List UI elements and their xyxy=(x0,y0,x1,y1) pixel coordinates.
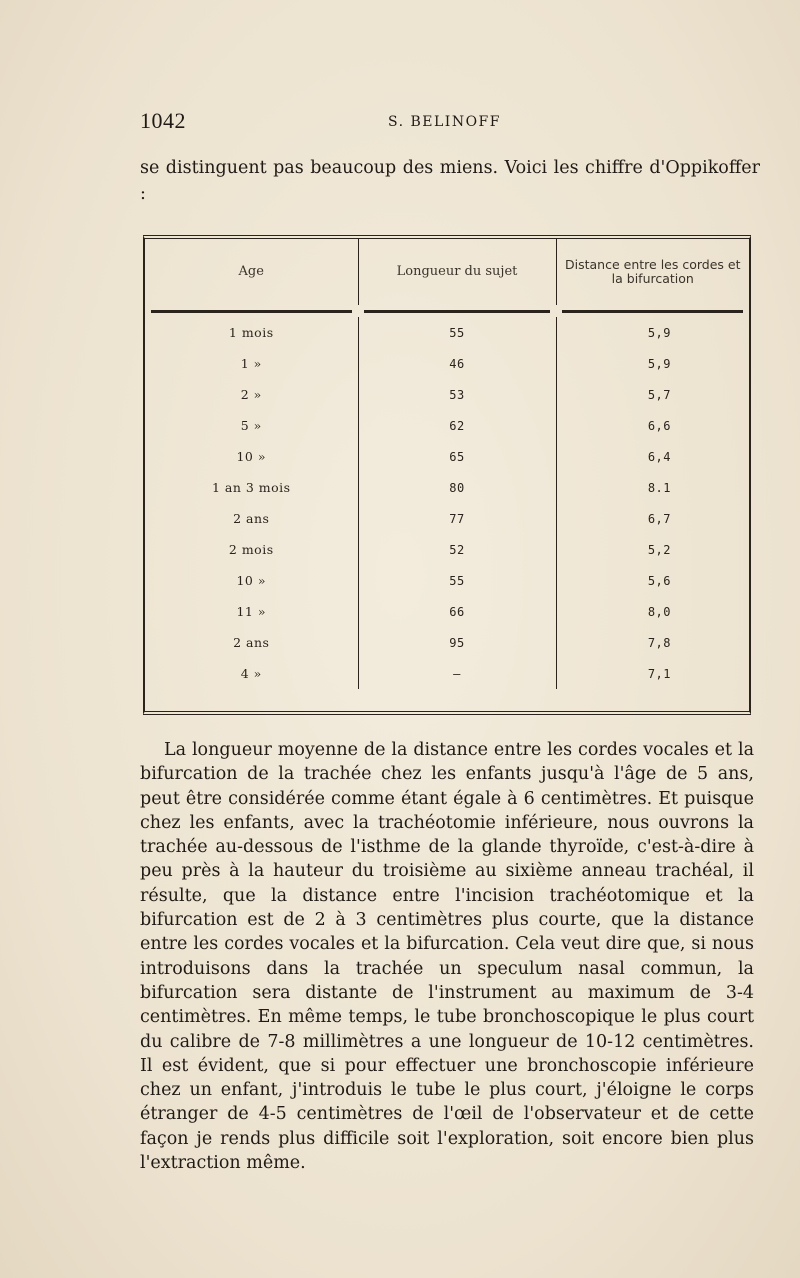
cell-age: 1 » xyxy=(240,356,262,371)
cell-distance: 8,0 xyxy=(556,596,749,627)
data-table xyxy=(145,239,749,689)
table-row xyxy=(145,348,749,379)
table-row xyxy=(145,410,749,441)
cell-age: 4 » xyxy=(240,666,262,681)
table-row xyxy=(145,441,749,472)
cell-longueur: 77 xyxy=(358,503,556,534)
cell-age: 5 » xyxy=(240,418,262,433)
cell-longueur: 66 xyxy=(358,596,556,627)
cell-distance: 5,7 xyxy=(556,379,749,410)
cell-distance: 7,8 xyxy=(556,627,749,658)
table-row xyxy=(145,627,749,658)
cell-distance: 5,9 xyxy=(556,348,749,379)
header-separator xyxy=(145,305,749,317)
cell-longueur: 95 xyxy=(358,627,556,658)
table-row xyxy=(145,379,749,410)
table-header-row xyxy=(145,239,749,305)
table-row xyxy=(145,317,749,348)
page-number: 1042 xyxy=(140,108,186,133)
cell-distance: 8.1 xyxy=(556,472,749,503)
cell-longueur: 80 xyxy=(358,472,556,503)
table-row xyxy=(145,534,749,565)
cell-distance: 6,7 xyxy=(556,503,749,534)
cell-longueur: 62 xyxy=(358,410,556,441)
intro-paragraph: se distinguent pas beaucoup des miens. Voici les chiffre d'Oppikoffer : xyxy=(140,158,760,204)
cell-distance: 5,2 xyxy=(556,534,749,565)
cell-age: 11 » xyxy=(236,604,267,619)
cell-age: 2 mois xyxy=(228,542,274,557)
cell-longueur: 46 xyxy=(358,348,556,379)
running-head: S. BELINOFF xyxy=(388,114,501,130)
cell-distance: 6,4 xyxy=(556,441,749,472)
cell-distance: 7,1 xyxy=(556,658,749,689)
cell-age: 10 » xyxy=(236,573,267,588)
table-row xyxy=(145,503,749,534)
cell-distance: 5,9 xyxy=(556,317,749,348)
body-paragraph-text: La longueur moyenne de la distance entre les cordes vocales et la bifurcation de la trachée chez les enfants jusqu'à l'âge de 5 ans, peut être considérée comme étant égale à 6 centimètres. Et puisque chez les enfants, avec la trachéotomie inférieure, nous ouvrons la trachée au-dessous de l'isthme de la glande thyroïde, c'est-à-dire à peu près à la hauteur du troisième au sixième anneau trachéal, il résulte, que la distance entre l'incision trachéotomique et la bifurcation est de 2 à 3 centimètres plus courte, que la distance entre les cordes vocales et la bifurcation. Cela veut dire que, si nous introduisons dans la trachée un speculum nasal commun, la bifurcation sera distante de l'instrument au maximum de 3-4 centimètres. En même temps, le tube bronchoscopique le plus court du calibre de 7-8 millimètres a une longueur de 10-12 centimètres. Il est évident, que si pour effectuer une bronchoscopie inférieure chez un enfant, j'introduis le tube le plus court, j'éloigne le corps étranger de 4-5 centimètres de l'œil de l'observateur et de cette façon je rends plus difficile soit l'exploration, soit encore bien plus l'extraction même. xyxy=(140,740,754,1174)
cell-age: 2 ans xyxy=(233,635,270,650)
column-header-age: Age xyxy=(238,264,264,279)
table-row xyxy=(145,472,749,503)
cell-age: 10 » xyxy=(236,449,267,464)
table-row xyxy=(145,658,749,689)
cell-longueur: 52 xyxy=(358,534,556,565)
cell-longueur: 65 xyxy=(358,441,556,472)
column-header-distance: Distance entre les cordes et la bifurcation xyxy=(556,239,749,305)
cell-age: 2 ans xyxy=(233,511,270,526)
cell-distance: 6,6 xyxy=(556,410,749,441)
cell-age: 1 an 3 mois xyxy=(211,480,291,495)
table-row xyxy=(145,596,749,627)
cell-longueur: 55 xyxy=(358,317,556,348)
cell-longueur: — xyxy=(358,658,556,689)
page-header xyxy=(140,108,760,140)
body-paragraph xyxy=(140,738,754,1175)
table-row xyxy=(145,565,749,596)
cell-distance: 5,6 xyxy=(556,565,749,596)
cell-longueur: 55 xyxy=(358,565,556,596)
cell-longueur: 53 xyxy=(358,379,556,410)
cell-age: 2 » xyxy=(240,387,262,402)
table-body xyxy=(145,305,749,689)
oppikoffer-table xyxy=(143,235,751,715)
cell-age: 1 mois xyxy=(228,325,274,340)
column-header-longueur: Longueur du sujet xyxy=(358,239,556,305)
